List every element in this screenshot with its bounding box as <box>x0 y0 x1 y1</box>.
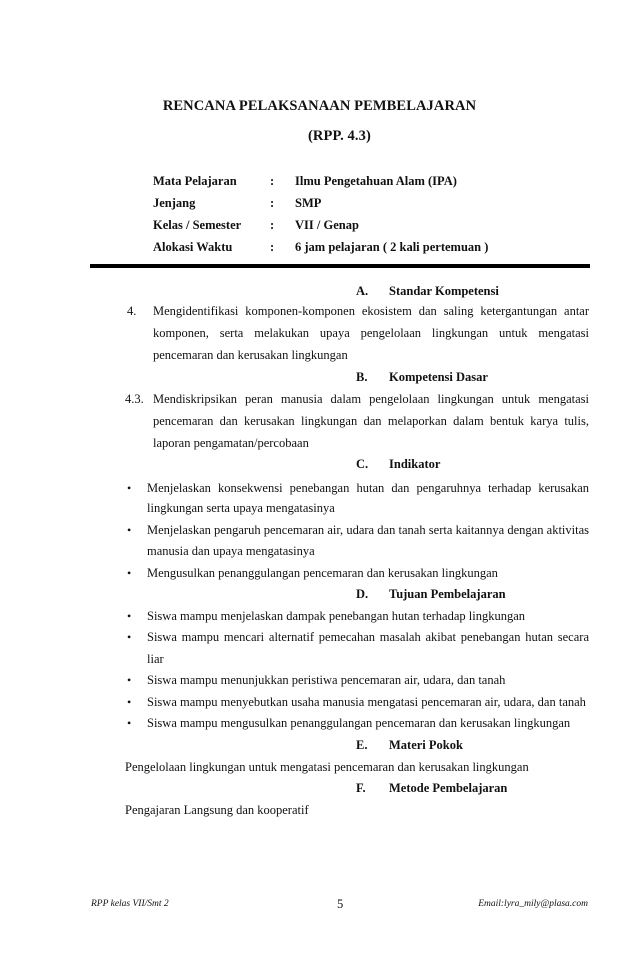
meta-value-subject: Ilmu Pengetahuan Alam (IPA) <box>295 174 457 188</box>
document-subtitle: (RPP. 4.3) <box>308 128 371 144</box>
section-c-letter: C. <box>356 457 369 471</box>
footer-email: Email:lyra_mily@plasa.com <box>478 899 588 909</box>
meta-sep-level: : <box>270 196 275 210</box>
section-e-letter: E. <box>356 738 368 752</box>
section-d-title: Tujuan Pembelajaran <box>389 587 506 601</box>
tujuan-bullet-3: • <box>127 673 132 687</box>
meta-value-level: SMP <box>295 196 322 210</box>
materi-text: Pengelolaan lingkungan untuk mengatasi pencemaran dan kerusakan lingkungan <box>125 760 529 774</box>
tujuan-bullet-5: • <box>127 716 132 730</box>
meta-value-class: VII / Genap <box>295 218 359 232</box>
kd-line-3: laporan pengamatan/percobaan <box>153 436 309 450</box>
tujuan-1-line-1: Siswa mampu menjelaskan dampak penebangan hutan terhadap lingkungan <box>147 609 526 623</box>
section-c-title: Indikator <box>389 457 441 471</box>
page-number: 5 <box>337 897 344 911</box>
meta-sep-class: : <box>270 218 275 232</box>
tujuan-2-line-1: Siswa mampu mencari alternatif pemecahan masalah akibat penebangan hutan secara <box>147 630 589 644</box>
tujuan-2-line-2: liar <box>147 652 164 666</box>
indikator-1-line-2: lingkungan serta upaya mengatasinya <box>147 501 335 515</box>
tujuan-5-line-1: Siswa mampu mengusulkan penanggulangan pencemaran dan kerusakan lingkungan <box>147 716 571 730</box>
indikator-1-line-1: Menjelaskan konsekwensi penebangan hutan dan pengaruhnya terhadap kerusakan <box>147 481 589 495</box>
footer-left-text: RPP kelas VII/Smt 2 <box>91 899 169 909</box>
tujuan-bullet-2: • <box>127 630 132 644</box>
indikator-3-line-1: Mengusulkan penanggulangan pencemaran dan kerusakan lingkungan <box>147 566 498 580</box>
indikator-bullet-3: • <box>127 566 132 580</box>
sk-line-3: pencemaran dan kerusakan lingkungan <box>153 348 348 362</box>
document-title: RENCANA PELAKSANAAN PEMBELAJARAN <box>162 98 477 114</box>
section-f-title: Metode Pembelajaran <box>389 781 508 795</box>
tujuan-3-line-1: Siswa mampu menunjukkan peristiwa pencemaran air, udara, dan tanah <box>147 673 506 687</box>
section-b-title: Kompetensi Dasar <box>389 370 488 384</box>
indikator-2-line-1: Menjelaskan pengaruh pencemaran air, udara dan tanah serta kaitannya dengan aktivitas <box>147 523 589 537</box>
header-divider <box>90 264 590 268</box>
meta-label-class: Kelas / Semester <box>153 218 242 232</box>
tujuan-bullet-1: • <box>127 609 132 623</box>
meta-label-level: Jenjang <box>153 196 196 210</box>
meta-sep-subject: : <box>270 174 275 188</box>
section-d-letter: D. <box>356 587 369 601</box>
section-b-letter: B. <box>356 370 368 384</box>
metode-text: Pengajaran Langsung dan kooperatif <box>125 803 309 817</box>
section-e-title: Materi Pokok <box>389 738 463 752</box>
sk-line-2: komponen, serta melakukan upaya pengelolaan lingkungan untuk mengatasi <box>153 326 589 340</box>
sk-number: 4. <box>127 304 137 318</box>
section-f-letter: F. <box>356 781 366 795</box>
tujuan-bullet-4: • <box>127 695 132 709</box>
section-a-letter: A. <box>356 284 369 298</box>
kd-line-1: Mendiskripsikan peran manusia dalam pengelolaan lingkungan untuk mengatasi <box>153 392 589 406</box>
meta-value-time: 6 jam pelajaran ( 2 kali pertemuan ) <box>295 240 489 254</box>
sk-line-1: Mengidentifikasi komponen-komponen ekosistem dan saling ketergantungan antar <box>153 304 589 318</box>
tujuan-4-line-1: Siswa mampu menyebutkan usaha manusia mengatasi pencemaran air, udara, dan tanah <box>147 695 586 709</box>
indikator-bullet-2: • <box>127 523 132 537</box>
indikator-bullet-1: • <box>127 481 132 495</box>
indikator-2-line-2: manusia dan upaya mengatasinya <box>147 544 315 558</box>
section-a-title: Standar Kompetensi <box>389 284 499 298</box>
meta-sep-time: : <box>270 240 275 254</box>
kd-line-2: pencemaran dan kerusakan lingkungan dan melaporkan dalam bentuk karya tulis, <box>153 414 589 428</box>
kd-number: 4.3. <box>125 392 144 406</box>
meta-label-time: Alokasi Waktu <box>153 240 233 254</box>
meta-label-subject: Mata Pelajaran <box>153 174 237 188</box>
